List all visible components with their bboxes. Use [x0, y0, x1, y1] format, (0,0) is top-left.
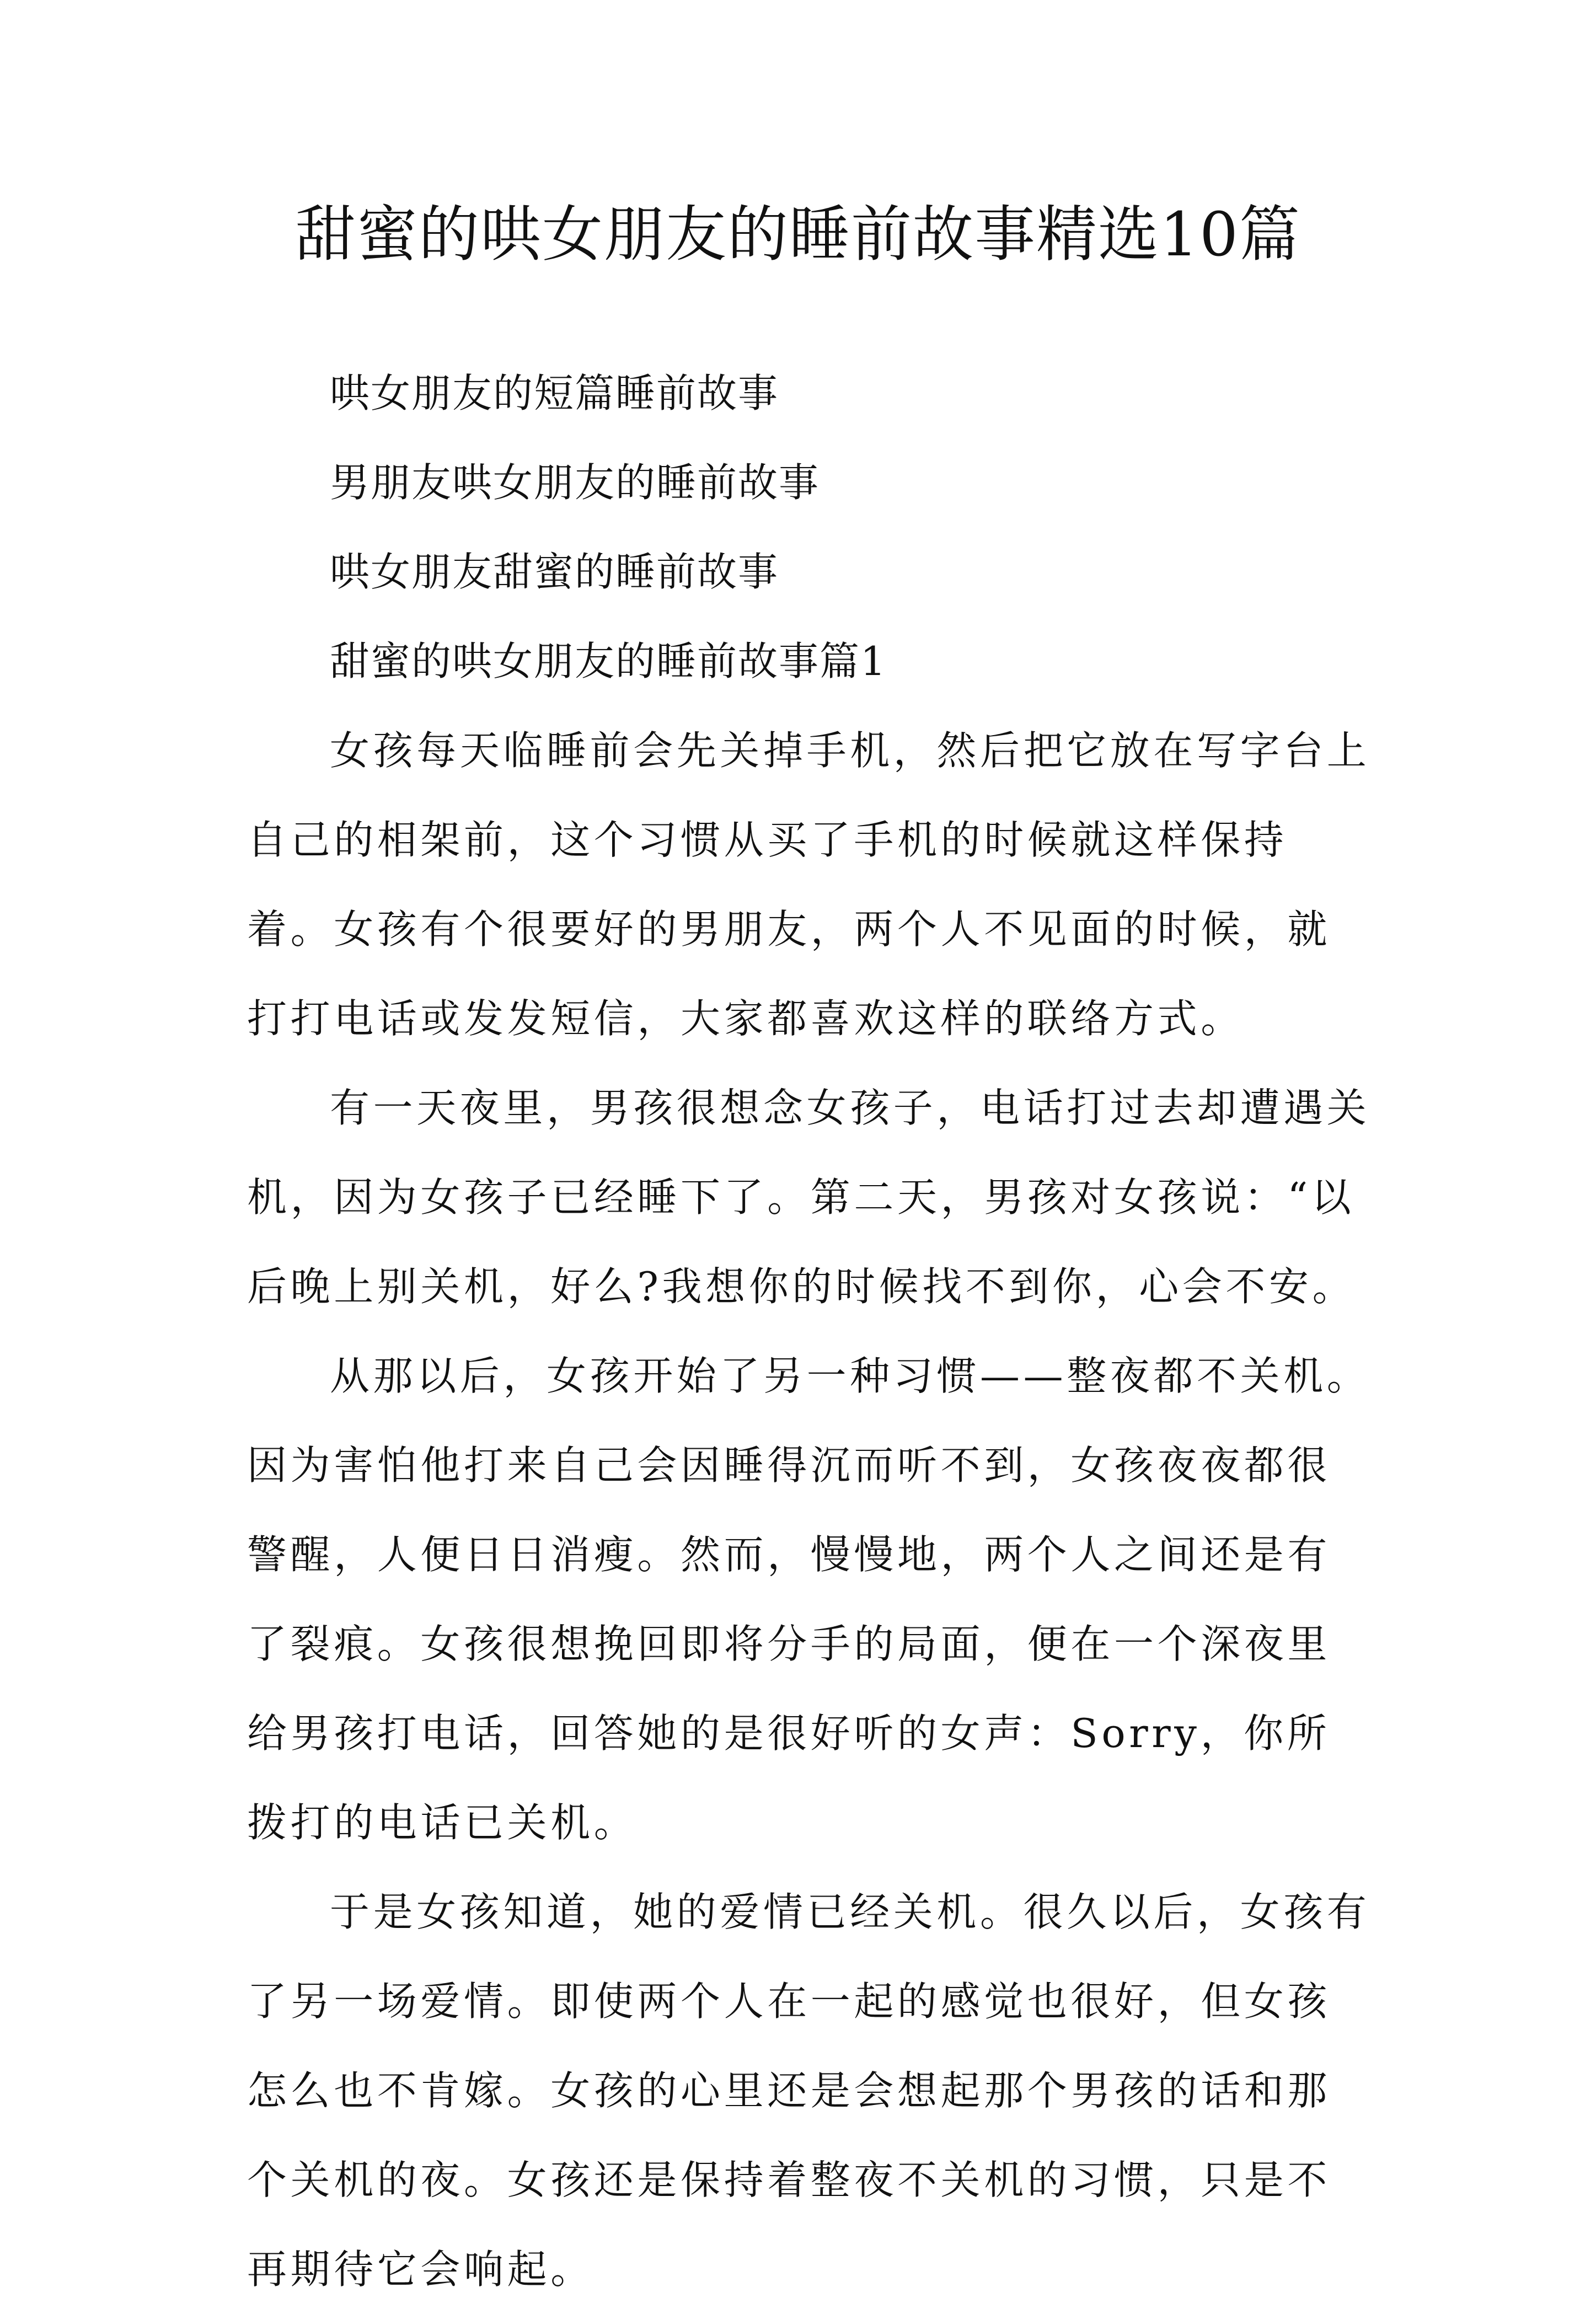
- body-paragraph: 从那以后，女孩开始了另一种习惯——整夜都不关机。因为害怕他打来自己会因睡得沉而听不到，女孩夜夜都很警醒，人便日日消瘦。然而，慢慢地，两个人之间还是有了裂痕。女孩很想挽回即将分手的局面，便在一个深夜里给男孩打电话，回答她的是很好听的女声：Sorry，你所拨打的电话已关机。: [247, 1353, 1370, 1846]
- section-heading: 甜蜜的哄女朋友的睡前故事篇1: [330, 638, 887, 684]
- body-paragraph: 有一天夜里，男孩很想念女孩子，电话打过去却遭遇关机，因为女孩子已经睡下了。第二天，男孩对女孩说：“以后晚上别关机，好么?我想你的时候找不到你，心会不安。: [247, 1085, 1370, 1310]
- toc-item: 哄女朋友的短篇睡前故事: [330, 370, 779, 416]
- toc-item: 男朋友哄女朋友的睡前故事: [330, 459, 820, 506]
- document-title: 甜蜜的哄女朋友的睡前故事精选10篇: [295, 199, 1301, 270]
- document-body: [247, 371, 1372, 2314]
- body-paragraph: 女孩每天临睡前会先关掉手机，然后把它放在写字台上自己的相架前，这个习惯从买了手机的时候就这样保持着。女孩有个很要好的男朋友，两个人不见面的时候，就打打电话或发发短信，大家都喜欢这样的联络方式。: [247, 727, 1370, 1042]
- body-paragraph: 于是女孩知道，她的爱情已经关机。很久以后，女孩有了另一场爱情。即使两个人在一起的感觉也很好，但女孩怎么也不肯嫁。女孩的心里还是会想起那个男孩的话和那个关机的夜。女孩还是保持着整夜不关机的习惯，只是不再期待它会响起。: [247, 1889, 1370, 2292]
- toc-item: 哄女朋友甜蜜的睡前故事: [330, 549, 779, 595]
